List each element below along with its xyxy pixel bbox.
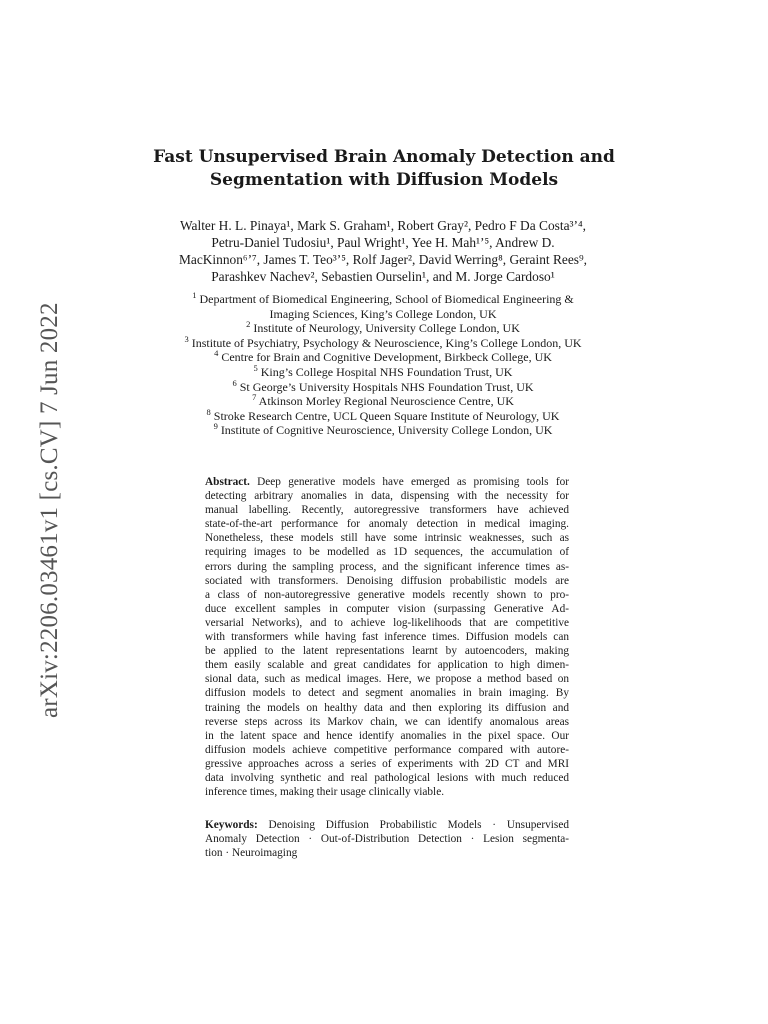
abstract-line: training the models on healthy data and then exploring its diffusion and xyxy=(205,701,569,714)
abstract-line: requiring images to be modelled as 1D sequences, the accumulation of xyxy=(205,546,569,559)
affiliation-text: St George’s University Hospitals NHS Foundation Trust, UK xyxy=(239,379,534,394)
affiliation-text: Centre for Brain and Cognitive Development, Birkbeck College, UK xyxy=(221,350,552,365)
arxiv-identifier: arXiv:2206.03461v1 [cs.CV] 7 Jun 2022 xyxy=(36,302,63,718)
abstract-line: duce excellent samples in computer vision (surpassing Generative Ad- xyxy=(205,602,569,615)
affiliation-text: Atkinson Morley Regional Neuroscience Centre, UK xyxy=(258,394,514,409)
affiliation-item xyxy=(150,394,616,409)
affiliation-text: Stroke Research Centre, UCL Queen Square Institute of Neurology, UK xyxy=(213,408,560,423)
abstract-line: detecting arbitrary anomalies in data, dispensing with the necessity for xyxy=(205,490,569,503)
affiliation-item xyxy=(150,307,616,322)
affiliation-number: 8 xyxy=(206,406,211,417)
affiliation-text: King’s College Hospital NHS Foundation Trust, UK xyxy=(260,364,513,379)
affiliation-number: 9 xyxy=(213,421,218,432)
abstract-line: diffusion models achieve competitive performance compared with autore- xyxy=(205,743,569,756)
abstract-line: manual labelling. Recently, autoregressive transformers have achieved xyxy=(205,504,569,517)
author-line: Parashkev Nachev², Sebastien Ourselin¹, and M. Jorge Cardoso¹ xyxy=(211,269,555,284)
paper-title xyxy=(0,146,768,192)
abstract-label: Abstract. xyxy=(205,476,250,488)
affiliation-item xyxy=(150,292,616,307)
abstract-line: data involving synthetic and real pathological lesions with much reduced xyxy=(205,771,569,784)
abstract-line: with transformers while having fast inference times. Diffusion models can xyxy=(205,631,569,644)
affiliation-number: 1 xyxy=(192,290,197,300)
affiliation-number: 6 xyxy=(232,377,237,388)
abstract-line: errors during the sampling process, and the significant inference times as- xyxy=(205,560,569,573)
abstract-line: sional data, such as medical images. Here, we propose a method based on xyxy=(205,673,569,686)
author-line: Petru-Daniel Tudosiu¹, Paul Wright¹, Yee H. Mah¹ʼ⁵, Andrew D. xyxy=(211,235,555,250)
abstract-line: inference times, making their usage clinically viable. xyxy=(205,786,445,799)
affiliation-text: Institute of Cognitive Neuroscience, University College London, UK xyxy=(220,423,553,438)
affiliation-text: Department of Biomedical Engineering, School of Biomedical Engineering & xyxy=(199,292,574,306)
affiliation-text: Imaging Sciences, King’s College London, UK xyxy=(269,306,497,321)
abstract-line: them easily scalable and great candidates for application to high dimen- xyxy=(205,659,569,672)
keywords-text: Denoising Diffusion Probabilistic Models · Unsupervised xyxy=(268,819,569,831)
affiliation-number: 3 xyxy=(184,333,189,344)
affiliation-number: 4 xyxy=(214,348,219,359)
abstract-text: Deep generative models have emerged as promising tools for xyxy=(257,476,569,488)
keywords xyxy=(205,818,569,860)
affiliation-item xyxy=(150,406,616,424)
affiliation-text: Institute of Psychiatry, Psychology & Neuroscience, King’s College London, UK xyxy=(191,335,582,350)
keywords-line: Anomaly Detection · Out-of-Distribution Detection · Lesion segmenta- xyxy=(205,833,569,846)
abstract-line: gressive approaches across a series of experiments with 2D CT and MRI xyxy=(205,757,569,770)
author-line: Walter H. L. Pinaya¹, Mark S. Graham¹, Robert Gray², Pedro F Da Costa³ʼ⁴, xyxy=(179,218,587,233)
affiliation-number: 7 xyxy=(252,392,257,403)
affiliation-item xyxy=(150,321,616,336)
affiliation-list xyxy=(150,292,616,438)
abstract-line: reverse steps across its Markov chain, we can identify anomalous areas xyxy=(205,715,569,728)
abstract-line: in the latent space and hence identify anomalies in the pixel space. Our xyxy=(205,729,569,742)
abstract-line: Nonetheless, these models still have some intrinsic weaknesses, such as xyxy=(205,532,569,545)
affiliation-item xyxy=(150,423,616,438)
affiliation-item xyxy=(150,377,616,395)
abstract-line: a class of non-autoregressive generative models recently shown to pro- xyxy=(205,588,569,601)
keywords-label: Keywords: xyxy=(205,819,258,831)
affiliation-item xyxy=(150,333,616,351)
author-line: MacKinnon⁶ʼ⁷, James T. Teo³ʼ⁵, Rolf Jager², David Werring⁸, Geraint Rees⁹, xyxy=(178,252,588,267)
author-list xyxy=(150,217,616,285)
affiliation-item xyxy=(150,362,616,380)
affiliation-number: 5 xyxy=(253,362,258,373)
abstract-line: state-of-the-art performance for anomaly detection in medical imaging. xyxy=(205,518,569,531)
affiliation-text: Institute of Neurology, University College London, UK xyxy=(253,321,520,336)
abstract-line: versarial Networks), and to achieve log-likelihoods that are competitive xyxy=(205,616,569,629)
abstract-line xyxy=(205,475,569,489)
abstract-line: diffusion models to detect and segment anomalies in brain imaging. By xyxy=(205,687,569,700)
keywords-line xyxy=(205,818,569,832)
abstract xyxy=(205,475,569,799)
title-line: Fast Unsupervised Brain Anomaly Detection and xyxy=(153,147,615,167)
abstract-line: sociated with transformers. Denoising diffusion probabilistic models are xyxy=(205,574,569,587)
keywords-line: tion · Neuroimaging xyxy=(205,847,298,860)
title-line: Segmentation with Diffusion Models xyxy=(209,170,559,190)
affiliation-number: 2 xyxy=(246,319,251,330)
abstract-line: be applied to the latent representations learnt by autoencoders, making xyxy=(205,645,569,658)
affiliation-item xyxy=(150,350,616,365)
